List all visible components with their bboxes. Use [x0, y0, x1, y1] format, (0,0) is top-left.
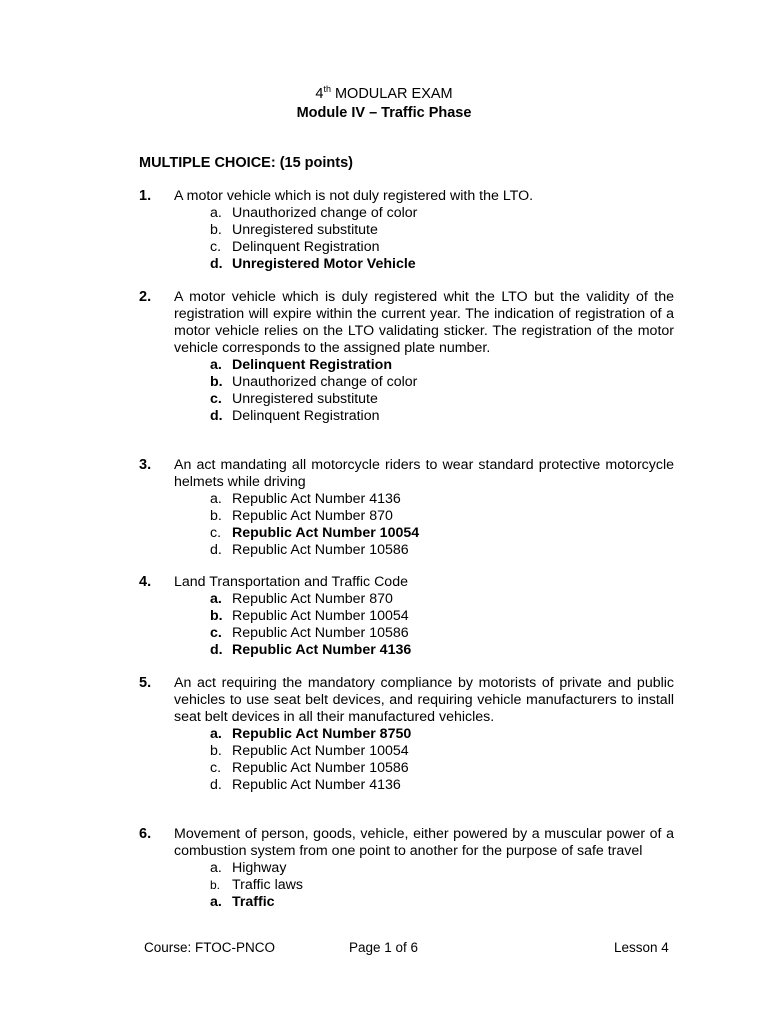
option-list: [139, 205, 674, 273]
option-item: [210, 491, 674, 508]
option-item: [210, 760, 674, 777]
question-text: Movement of person, goods, vehicle, either powered by a muscular power of a combustion system from one point to another for the purpose of safe travel: [174, 826, 674, 859]
option-item: [210, 877, 674, 894]
question-number: 4.: [139, 574, 152, 590]
option-text: Traffic laws: [232, 877, 303, 893]
option-text: Republic Act Number 4136: [232, 491, 401, 507]
option-letter: a.: [210, 860, 222, 876]
option-item: [210, 374, 674, 391]
option-item: [210, 625, 674, 642]
question-2: [139, 289, 674, 425]
footer-page-number: Page 1 of 6: [349, 940, 419, 955]
exam-title: [0, 86, 768, 102]
option-letter: d.: [210, 256, 223, 272]
option-letter: a.: [210, 491, 222, 507]
option-item: [210, 542, 674, 559]
option-text: Delinquent Registration: [232, 357, 393, 373]
option-list: [139, 726, 674, 794]
option-text: Republic Act Number 10054: [232, 525, 420, 541]
option-letter: b.: [210, 608, 223, 624]
exam-title-ordinal-suffix: th: [323, 84, 331, 95]
option-text: Unregistered Motor Vehicle: [232, 256, 416, 272]
option-item-answer: [210, 726, 674, 743]
option-letter: a.: [210, 591, 222, 607]
option-letter: c.: [210, 525, 222, 541]
option-item: [210, 222, 674, 239]
option-list: [139, 491, 674, 559]
option-item: [210, 743, 674, 760]
option-text: Highway: [232, 860, 287, 876]
option-item: [210, 205, 674, 222]
question-6: [139, 826, 674, 911]
option-text: Unauthorized change of color: [232, 205, 418, 221]
option-letter: c.: [210, 239, 222, 255]
option-text: Republic Act Number 10054: [232, 743, 409, 759]
option-item: [210, 239, 674, 256]
option-text: Unregistered substitute: [232, 391, 378, 407]
option-letter: d.: [210, 542, 222, 558]
question-number: 3.: [139, 457, 152, 473]
option-text: Unauthorized change of color: [232, 374, 418, 390]
option-letter: b.: [210, 743, 222, 759]
option-text: Republic Act Number 4136: [232, 642, 412, 658]
question-1: [139, 188, 674, 273]
option-text: Unregistered substitute: [232, 222, 378, 238]
option-item-answer: [210, 525, 674, 542]
option-letter: d.: [210, 642, 223, 658]
option-item-answer: [210, 357, 674, 374]
option-text: Republic Act Number 870: [232, 508, 393, 524]
option-item: [210, 608, 674, 625]
option-text: Republic Act Number 10586: [232, 542, 409, 558]
option-text: Republic Act Number 10586: [232, 760, 409, 776]
question-text: A motor vehicle which is duly registered whit the LTO but the validity of the registration will expire within the current year. The indication of registration of a motor vehicle relies on the LTO validating sticker. The registration of the motor vehicle corresponds to the assigned plate number.: [174, 289, 674, 356]
option-item: [210, 391, 674, 408]
option-list: [139, 591, 674, 659]
exam-title-text: MODULAR EXAM: [330, 86, 453, 102]
option-letter: a.: [210, 357, 222, 373]
option-text: Republic Act Number 10054: [232, 608, 409, 624]
question-5: [139, 675, 674, 794]
option-letter: c.: [210, 625, 222, 641]
option-item: [210, 408, 674, 425]
question-3: [139, 457, 674, 559]
footer-course: Course: FTOC-PNCO: [144, 940, 276, 955]
option-text: Delinquent Registration: [232, 408, 380, 424]
option-list: [139, 357, 674, 425]
option-item-answer: [210, 642, 674, 659]
option-text: Delinquent Registration: [232, 239, 380, 255]
option-list: [139, 860, 674, 911]
option-text: Republic Act Number 870: [232, 591, 393, 607]
question-text: An act mandating all motorcycle riders to wear standard protective motorcycle helmets while driving: [174, 457, 674, 490]
question-number: 6.: [139, 826, 152, 842]
exam-title-number: 4: [315, 86, 324, 102]
question-number: 2.: [139, 289, 152, 305]
option-letter: c.: [210, 391, 222, 407]
option-letter: d.: [210, 408, 223, 424]
option-letter: b.: [210, 878, 221, 892]
question-text: Land Transportation and Traffic Code: [174, 574, 408, 590]
option-item: [210, 860, 674, 877]
option-text: Republic Act Number 10586: [232, 625, 409, 641]
question-text: An act requiring the mandatory compliance by motorists of private and public vehicles to use seat belt devices, and requiring vehicle manufacturers to install seat belt devices in all their manufactured vehicles.: [174, 675, 674, 725]
question-text: A motor vehicle which is not duly registered with the LTO.: [174, 188, 534, 204]
footer-lesson: Lesson 4: [614, 940, 669, 955]
option-letter: c.: [210, 760, 222, 776]
option-letter: b.: [210, 508, 222, 524]
option-letter: a.: [210, 894, 222, 910]
section-title: MULTIPLE CHOICE: (15 points): [139, 155, 354, 171]
option-item: [210, 777, 674, 794]
option-text: Republic Act Number 4136: [232, 777, 401, 793]
option-letter: d.: [210, 777, 222, 793]
option-item-answer: [210, 894, 674, 911]
question-4: [139, 574, 674, 659]
option-text: Traffic: [232, 894, 275, 910]
option-letter: a.: [210, 205, 222, 221]
option-letter: b.: [210, 374, 223, 390]
exam-subtitle: Module IV – Traffic Phase: [296, 105, 472, 121]
option-letter: a.: [210, 726, 222, 742]
option-item-answer: [210, 256, 674, 273]
option-text: Republic Act Number 8750: [232, 726, 412, 742]
option-item: [210, 591, 674, 608]
question-number: 1.: [139, 188, 152, 204]
question-number: 5.: [139, 675, 152, 691]
option-item: [210, 508, 674, 525]
option-letter: b.: [210, 222, 222, 238]
